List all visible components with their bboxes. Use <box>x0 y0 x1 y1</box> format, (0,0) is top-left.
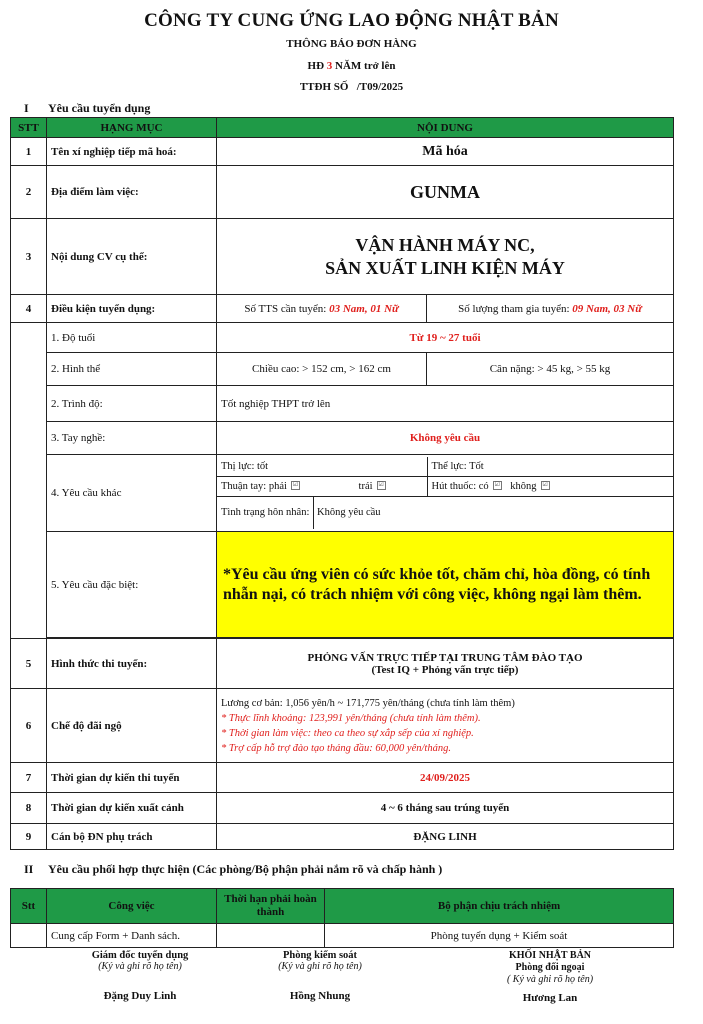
table-row <box>11 166 674 219</box>
table-row <box>11 138 674 166</box>
row-label: Thời gian dự kiến thi tuyển <box>47 763 217 793</box>
skill-value: Không yêu cầu <box>217 422 674 455</box>
checkbox-icon: ☑ <box>378 482 384 488</box>
row-label: Tên xí nghiệp tiếp mã hoá: <box>47 138 217 166</box>
education-value: Tốt nghiệp THPT trở lên <box>217 386 674 422</box>
row-label: Nội dung CV cụ thể: <box>47 219 217 295</box>
contract-term <box>0 60 703 72</box>
order-number: TTĐH SỐ /T09/2025 <box>299 81 404 93</box>
marital-status <box>217 497 674 530</box>
table-row <box>11 295 674 323</box>
deadline-value <box>217 924 325 948</box>
signature-title: Phòng kiểm soát <box>282 950 358 961</box>
smoking <box>427 477 674 497</box>
coordination-table <box>10 888 674 948</box>
table-row <box>11 422 674 455</box>
col-dept-header: Bộ phận chịu trách nhiệm <box>325 889 674 924</box>
signature-note: ( Ký và ghi rõ họ tên) <box>506 974 594 985</box>
table-row <box>11 323 674 353</box>
special-requirements-label: 5. Yêu cầu đặc biệt: <box>47 532 217 638</box>
row-stt: 6 <box>11 689 47 763</box>
section-1-title: Yêu cầu tuyển dụng <box>48 101 151 115</box>
signature-note: (Ký và ghi rõ họ tên) <box>278 961 362 972</box>
contract-years: 3 <box>326 60 333 72</box>
weight-value: Cân nặng: > 45 kg, > 55 kg <box>427 353 674 386</box>
table-row <box>11 824 674 850</box>
table-row <box>11 689 674 763</box>
col-stt-header: Stt <box>11 889 47 924</box>
row-stt: 4 <box>11 295 47 323</box>
col-deadline-header: Thời hạn phải hoàn thành <box>217 889 325 924</box>
row-label: Điều kiện tuyển dụng: <box>47 295 217 323</box>
trainee-count <box>217 295 427 323</box>
departure-value: 4 ~ 6 tháng sau trúng tuyển <box>217 793 674 824</box>
candidate-count-value: 09 Nam, 03 Nữ <box>572 302 642 315</box>
marital-label: Tình trạng hôn nhân: <box>221 497 314 529</box>
requirements-table <box>10 117 674 850</box>
candidate-count <box>427 295 674 323</box>
trainee-count-label: Số TTS cần tuyển: <box>244 302 327 315</box>
smoke-no-label: không <box>510 481 537 492</box>
eyesight-value: Thị lực: tốt <box>217 457 427 477</box>
benefits-value <box>217 689 674 763</box>
row-stt: 2 <box>11 166 47 219</box>
signature-name: Hương Lan <box>522 992 578 1004</box>
company-title: CÔNG TY CUNG ỨNG LAO ĐỘNG NHẬT BẢN <box>144 10 559 31</box>
row-stt-empty <box>11 323 47 639</box>
body-label: 2. Hình thể <box>47 353 217 386</box>
signature-note: (Ký và ghi rõ họ tên) <box>98 961 182 972</box>
fitness-value: Thể lực: Tốt <box>427 457 674 477</box>
work-location-value: GUNMA <box>217 166 674 219</box>
row-label: Địa điểm làm việc: <box>47 166 217 219</box>
benefit-training-allowance: * Trợ cấp hỗ trợ đào tạo tháng đầu: 60,000 yên/tháng. <box>221 742 451 754</box>
table-row <box>11 353 674 386</box>
signature-title: KHỐI NHẬT BẢN <box>508 950 592 961</box>
trainee-count-value: 03 Nam, 01 Nữ <box>329 302 399 315</box>
benefit-salary: Lương cơ bản: 1,056 yên/h ~ 171,775 yên/tháng (chưa tính làm thêm) <box>221 697 515 709</box>
table-row <box>11 455 674 532</box>
signature-subtitle: Phòng đối ngoại <box>515 962 585 973</box>
row-stt-empty <box>11 924 47 948</box>
table-row <box>11 219 674 295</box>
signature-block-japan <box>470 950 630 1004</box>
signature-block-control <box>245 950 395 1002</box>
dept-value: Phòng tuyển dụng + Kiểm soát <box>325 924 674 948</box>
contract-prefix: HĐ <box>307 60 325 72</box>
height-value: Chiều cao: > 152 cm, > 162 cm <box>217 353 427 386</box>
exam-format-line-2: (Test IQ + Phỏng vấn trực tiếp) <box>371 663 519 676</box>
marital-value: Không yêu cầu <box>316 507 381 518</box>
signature-name: Đặng Duy Linh <box>103 990 177 1002</box>
col-content-header: NỘI DUNG <box>217 118 674 138</box>
signature-name: Hồng Nhung <box>289 990 351 1002</box>
job-content-line-2: SẢN XUẤT LINH KIỆN MÁY <box>325 257 565 278</box>
officer-value: ĐẶNG LINH <box>217 824 674 850</box>
skill-label: 3. Tay nghề: <box>47 422 217 455</box>
col-stt-header: STT <box>11 118 47 138</box>
exam-date-value: 24/09/2025 <box>217 763 674 793</box>
section-2-heading <box>24 862 442 877</box>
job-content-line-1: VẬN HÀNH MÁY NC, <box>355 234 535 255</box>
section-1-heading <box>24 101 150 116</box>
benefit-work-hours: * Thời gian làm việc: theo ca theo sự xắp sếp của xí nghiệp. <box>221 727 474 739</box>
table-row <box>11 532 674 638</box>
other-requirements-inner <box>217 457 674 529</box>
task-value: Cung cấp Form + Danh sách. <box>47 924 217 948</box>
checkbox-icon: ☑ <box>542 482 548 488</box>
signature-block-recruitment <box>55 950 225 1002</box>
company-code-value: Mã hóa <box>217 138 674 166</box>
candidate-count-label: Số lượng tham gia tuyển: <box>458 302 570 315</box>
section-1-number: I <box>24 101 29 115</box>
table-row <box>11 639 674 689</box>
table-row <box>11 386 674 422</box>
table-row <box>11 793 674 824</box>
row-label: Cán bộ ĐN phụ trách <box>47 824 217 850</box>
row-stt: 8 <box>11 793 47 824</box>
hand-right-label: Thuận tay: phải <box>221 481 287 492</box>
row-label: Hình thức thi tuyển: <box>47 639 217 689</box>
education-label: 2. Trình độ: <box>47 386 217 422</box>
age-value: Từ 19 ~ 27 tuổi <box>217 323 674 353</box>
contract-suffix: NĂM trở lên <box>335 60 396 72</box>
row-stt: 5 <box>11 639 47 689</box>
benefit-net-pay: * Thực lĩnh khoảng: 123,991 yên/tháng (chưa tính làm thêm). <box>221 712 481 724</box>
col-item-header: HẠNG MỤC <box>47 118 217 138</box>
document-subtitle: THÔNG BÁO ĐƠN HÀNG <box>286 38 417 50</box>
row-stt: 1 <box>11 138 47 166</box>
exam-format-value <box>217 639 674 689</box>
dominant-hand <box>217 477 427 497</box>
row-stt: 3 <box>11 219 47 295</box>
row-label: Thời gian dự kiến xuất cảnh <box>47 793 217 824</box>
table-row <box>11 924 674 948</box>
row-label: Chế độ đãi ngộ <box>47 689 217 763</box>
exam-format-line-1: PHỎNG VẤN TRỰC TIẾP TẠI TRUNG TÂM ĐÀO TẠO <box>307 651 583 664</box>
job-content-value <box>217 219 674 295</box>
row-stt: 9 <box>11 824 47 850</box>
col-task-header: Công việc <box>47 889 217 924</box>
other-requirements-label: 4. Yêu cầu khác <box>47 455 217 532</box>
age-label: 1. Độ tuổi <box>47 323 217 353</box>
hand-left-label: trái <box>358 481 373 492</box>
section-2-number: II <box>24 862 34 876</box>
checkbox-icon: ☑ <box>292 482 299 488</box>
section-2-title: Yêu cầu phối hợp thực hiện (Các phòng/Bộ phận phải nắm rõ và chấp hành ) <box>48 862 443 876</box>
smoke-yes-label: Hút thuốc: có <box>431 481 489 492</box>
special-requirements-value: *Yêu cầu ứng viên có sức khỏe tốt, chăm chỉ, hòa đồng, có tính nhẫn nại, có trách nhiệm với công việc, không ngại làm thêm. <box>217 532 674 638</box>
other-requirements-block <box>217 455 674 532</box>
row-stt: 7 <box>11 763 47 793</box>
table-row <box>11 763 674 793</box>
checkbox-icon: ☑ <box>494 482 500 488</box>
signature-title: Giám đốc tuyển dụng <box>91 950 189 961</box>
